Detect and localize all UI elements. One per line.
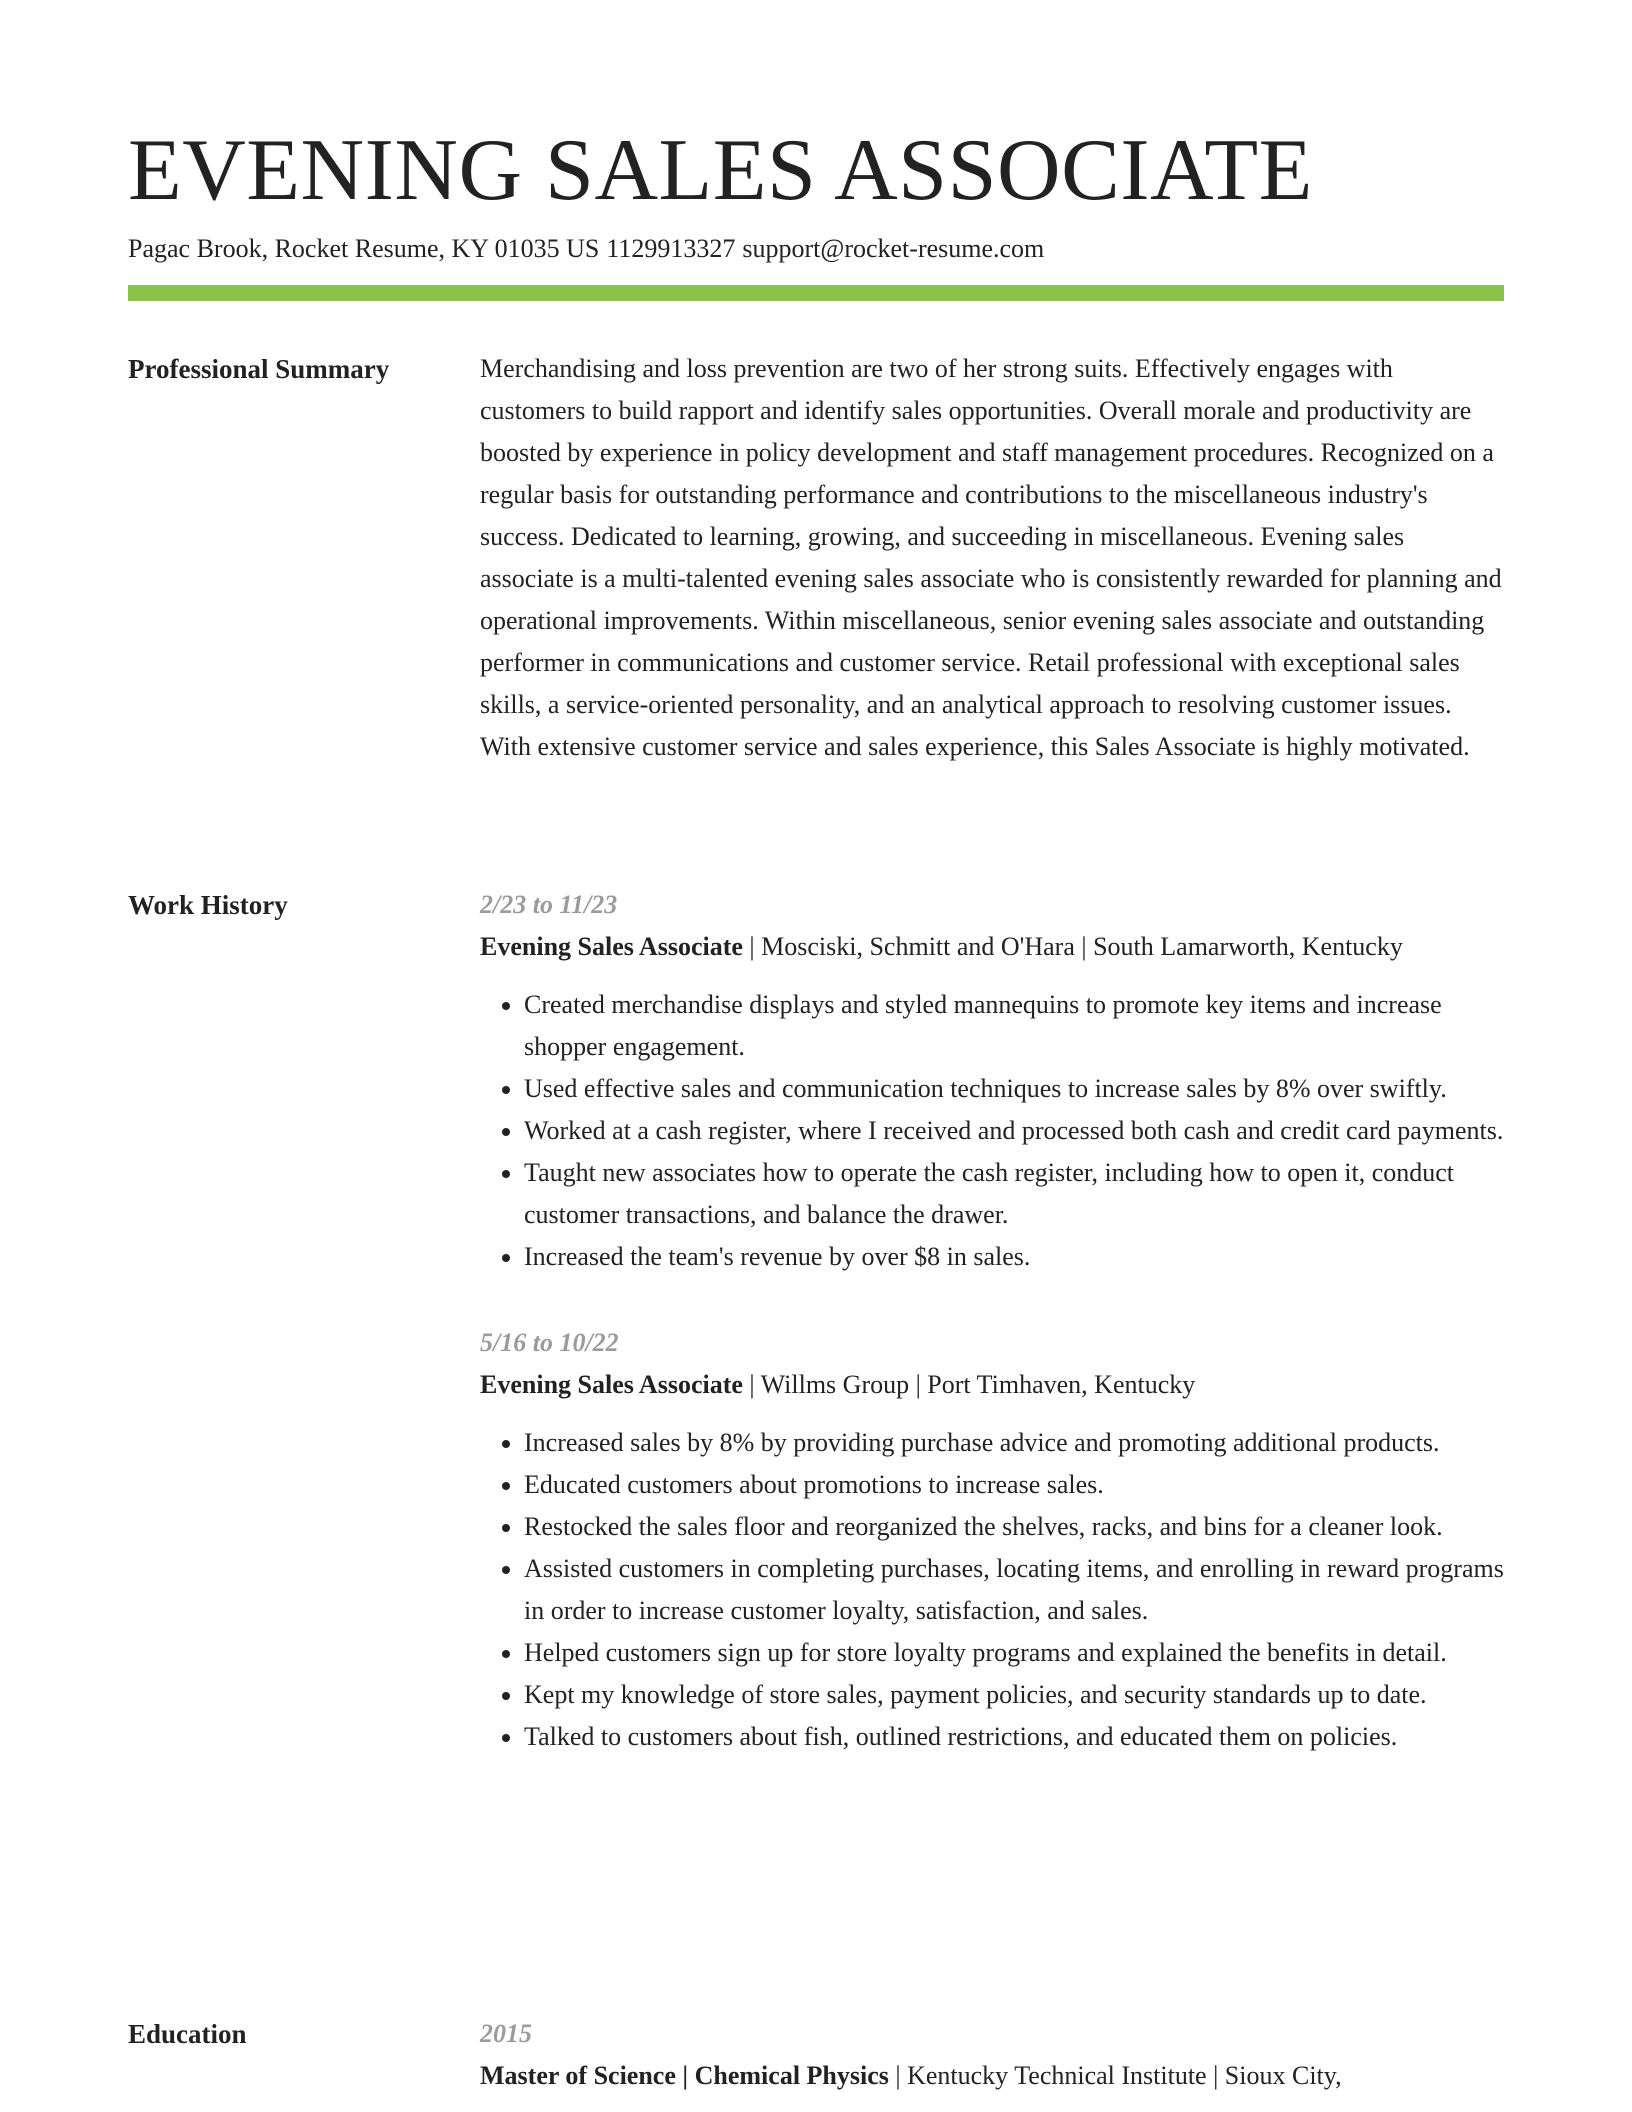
education-body (480, 2013, 1504, 2097)
job-bullet: • Worked at a cash register, where I received and processed both cash and credit card payments. (524, 1110, 1504, 1152)
contact-phone: 1129913327 (606, 234, 736, 263)
job-entry (480, 1322, 1504, 1758)
job-dates: 2/23 to 11/23 (480, 890, 618, 919)
resume-name: EVENING SALES ASSOCIATE (128, 122, 1313, 219)
job-bullet: • Increased sales by 8% by providing purchase advice and promoting additional products. (524, 1422, 1504, 1464)
contact-line (128, 232, 1044, 266)
education-details: | Kentucky Technical Institute | Sioux City, (888, 2061, 1342, 2090)
summary-body (480, 348, 1504, 768)
job-bullet: • Taught new associates how to operate the cash register, including how to open it, conduct customer transactions, and balance the drawer. (524, 1152, 1504, 1236)
job-title: Evening Sales Associate (480, 932, 743, 961)
job-bullets (480, 1422, 1504, 1758)
job-bullet: • Used effective sales and communication techniques to increase sales by 8% over swiftly. (524, 1068, 1504, 1110)
job-bullet: • Educated customers about promotions to increase sales. (524, 1464, 1504, 1506)
job-bullet: • Created merchandise displays and styled mannequins to promote key items and increase shopper engagement. (524, 984, 1504, 1068)
job-bullet: • Assisted customers in completing purchases, locating items, and enrolling in reward programs in order to increase customer loyalty, satisfaction, and sales. (524, 1548, 1504, 1632)
contact-address: Pagac Brook, Rocket Resume, KY 01035 US (128, 234, 600, 263)
work-history-heading: Work History (128, 890, 288, 920)
summary-heading: Professional Summary (128, 354, 390, 384)
job-role-line (480, 926, 1504, 968)
job-role-line (480, 1364, 1504, 1406)
job-bullet: • Increased the team's revenue by over $8 in sales. (524, 1236, 1504, 1278)
job-entry (480, 884, 1504, 1278)
job-bullet: • Restocked the sales floor and reorganized the shelves, racks, and bins for a cleaner look. (524, 1506, 1504, 1548)
work-history-body (480, 884, 1504, 1784)
job-bullets (480, 984, 1504, 1278)
job-bullet: • Talked to customers about fish, outlined restrictions, and educated them on policies. (524, 1716, 1504, 1758)
contact-email: support@rocket-resume.com (742, 234, 1045, 263)
education-line (480, 2055, 1504, 2097)
job-title: Evening Sales Associate (480, 1370, 743, 1399)
job-details: | Willms Group | Port Timhaven, Kentucky (742, 1370, 1196, 1399)
education-heading: Education (128, 2019, 247, 2049)
job-details: | Mosciski, Schmitt and O'Hara | South Lamarworth, Kentucky (742, 932, 1403, 961)
job-bullet: • Kept my knowledge of store sales, payment policies, and security standards up to date. (524, 1674, 1504, 1716)
header-accent-rule (128, 285, 1504, 301)
education-year: 2015 (480, 2019, 532, 2048)
summary-text: Merchandising and loss prevention are two of her strong suits. Effectively engages with customers to build rapport and identify sales opportunities. Overall morale and productivity are boosted by experience in policy development and staff management procedures. Recognized on a regular basis for outstanding performance and contributions to the miscellaneous industry's success. Dedicated to learning, growing, and succeeding in miscellaneous. Evening sales associate is a multi-talented evening sales associate who is consistently rewarded for planning and operational improvements. Within miscellaneous, senior evening sales associate and outstanding performer in communications and customer service. Retail professional with exceptional sales skills, a service-oriented personality, and an analytical approach to resolving customer issues. With extensive customer service and sales experience, this Sales Associate is highly motivated. (480, 354, 1502, 761)
education-degree: Master of Science | Chemical Physics (480, 2061, 889, 2090)
job-bullet: • Helped customers sign up for store loyalty programs and explained the benefits in detail. (524, 1632, 1504, 1674)
job-dates: 5/16 to 10/22 (480, 1328, 619, 1357)
